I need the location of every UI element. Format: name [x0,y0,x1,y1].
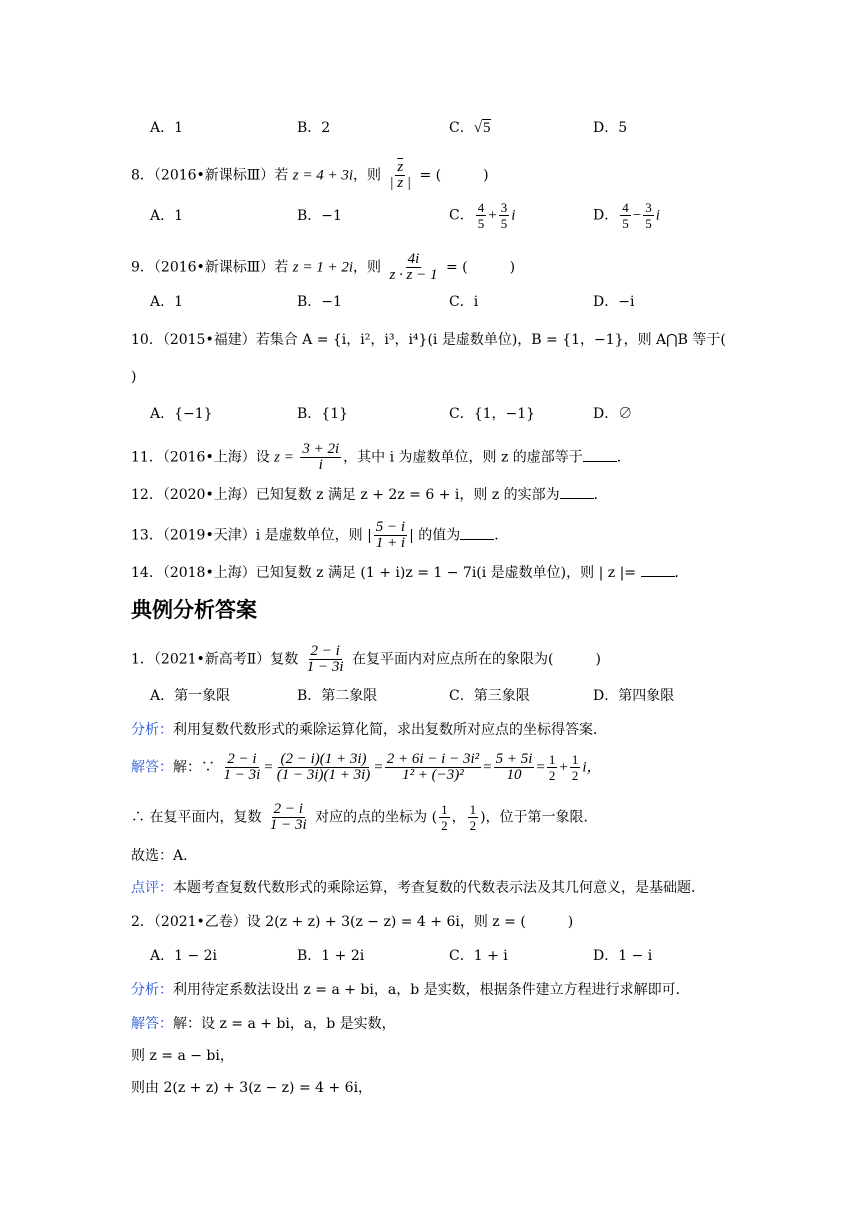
q9-option-a: A．1 [150,294,184,310]
ex1-option-a: A．第一象限 [150,688,231,704]
answer-blank[interactable] [560,484,594,499]
q10-option-c: C．{1，−1} [449,406,536,422]
ex1-comment: 点评：本题考查复数代数形式的乘除运算，考查复数的代数表示法及其几何意义，是基础题． [131,880,705,896]
example-2: 2．（2021•乙卷）设 2(z + z) + 3(z − z) = 4 + 6i，则 z = ( ) [131,914,574,930]
ex2-option-c: C．1 + i [449,948,508,964]
q9-option-b: B．−1 [297,294,342,310]
ex1-option-d: D．第四象限 [593,688,675,704]
ex1-option-c: C．第三象限 [449,688,530,704]
q10-option-b: B．{1} [297,406,349,422]
question-9: 9．（2016•新课标Ⅲ）若 z = 1 + 2i，则 $\frac{4i}{z \cdot z - 1}$ = ( ) [131,251,516,283]
ex2-answer: 解答：解：设 z = a + bi，a，b 是实数， [131,1016,396,1032]
question-10-cont: ) [131,369,137,385]
option-a: A．1 [150,120,184,136]
q8-option-a: A．1 [150,208,184,224]
option-b: B．2 [297,120,331,136]
ex2-conjugate: 则 z = a − bi， [131,1048,234,1064]
ex1-choice: 故选：A． [131,848,198,864]
ex2-analysis: 分析：利用待定系数法设出 z = a + bi，a，b 是实数，根据条件建立方程进行求解即可． [131,982,690,998]
ex2-option-b: B．1 + 2i [297,948,365,964]
q8-option-c: C． $\frac{4}{5}$ + $\frac{3}{5}$ i [449,200,516,231]
answer-blank[interactable] [460,525,494,540]
q10-option-a: A．{−1} [150,406,213,422]
ex1-answer-line2: ∴ 在复平面内，复数 $\frac{2 - i}{1 - 3i}$ 对应的点的坐标为 ( $\frac{1}{2}$ ， $\frac{1}{2}$ )，位于第一象限． [131,801,598,833]
q9-option-d: D．−i [593,294,635,310]
answer-blank[interactable] [583,447,617,462]
ex1-analysis: 分析：利用复数代数形式的乘除运算化简，求出复数所对应点的坐标得答案． [131,722,607,738]
example-1: 1．（2021•新高考Ⅱ）复数 $\frac{2 - i}{1 - 3i}$ 在复平面内对应点所在的象限为( ) [131,643,601,675]
q9-option-c: C．i [449,294,479,310]
question-14: 14．（2018•上海）已知复数 z 满足 (1 + i)z = 1 − 7i(i 是虚数单位)，则 | z |= ． [131,562,689,583]
question-8: 8．（2016•新课标Ⅲ）若 z = 4 + 3i，则 $\frac{\overline{z}}{| z |}$ = ( ) [131,159,489,191]
option-c: C．√5 [449,120,491,136]
ex1-answer: 解答：解：∵ $\frac{2 - i}{1 - 3i}$ = $\frac{(2 - i)(1 + 3i)}{(1 - 3i)(1 + 3i)}$ = $\frac{\text{2 + 6i − i − 3i²}}{\text{1² + (−3)²}}$ = $\frac{5 + 5i}{10}$ = $\frac{1}{2}$ + $\frac{1}{2}$ i， [131,751,602,783]
ex2-equation: 则由 2(z + z) + 3(z − z) = 4 + 6i， [131,1080,373,1096]
q10-option-d: D．∅ [593,406,633,422]
ex1-option-b: B．第二象限 [297,688,378,704]
question-11: 11．（2016•上海）设 z = $\frac{3 + 2i}{i}$ ，其中 i 为虚数单位，则 z 的虚部等于 ． [131,441,631,473]
q8-option-b: B．−1 [297,208,342,224]
ex2-option-a: A．1 − 2i [150,948,218,964]
ex2-option-d: D．1 − i [593,948,653,964]
question-10: 10．（2015•福建）若集合 A = {i，i²，i³，i⁴}(i 是虚数单位)，B = {1，−1}，则 A⋂B 等于( [131,332,726,348]
option-d: D．5 [593,120,628,136]
answer-blank[interactable] [641,562,675,577]
section-title: 典例分析答案 [131,598,257,622]
question-12: 12．（2020•上海）已知复数 z 满足 z + 2z = 6 + i，则 z 的实部为 ． [131,484,608,505]
question-13: 13．（2019•天津）i 是虚数单位，则 | $\frac{5 - i}{1 + i}$ | 的值为 ． [131,519,509,551]
q8-option-d: D． $\frac{4}{5}$ − $\frac{3}{5}$ i [593,200,660,231]
